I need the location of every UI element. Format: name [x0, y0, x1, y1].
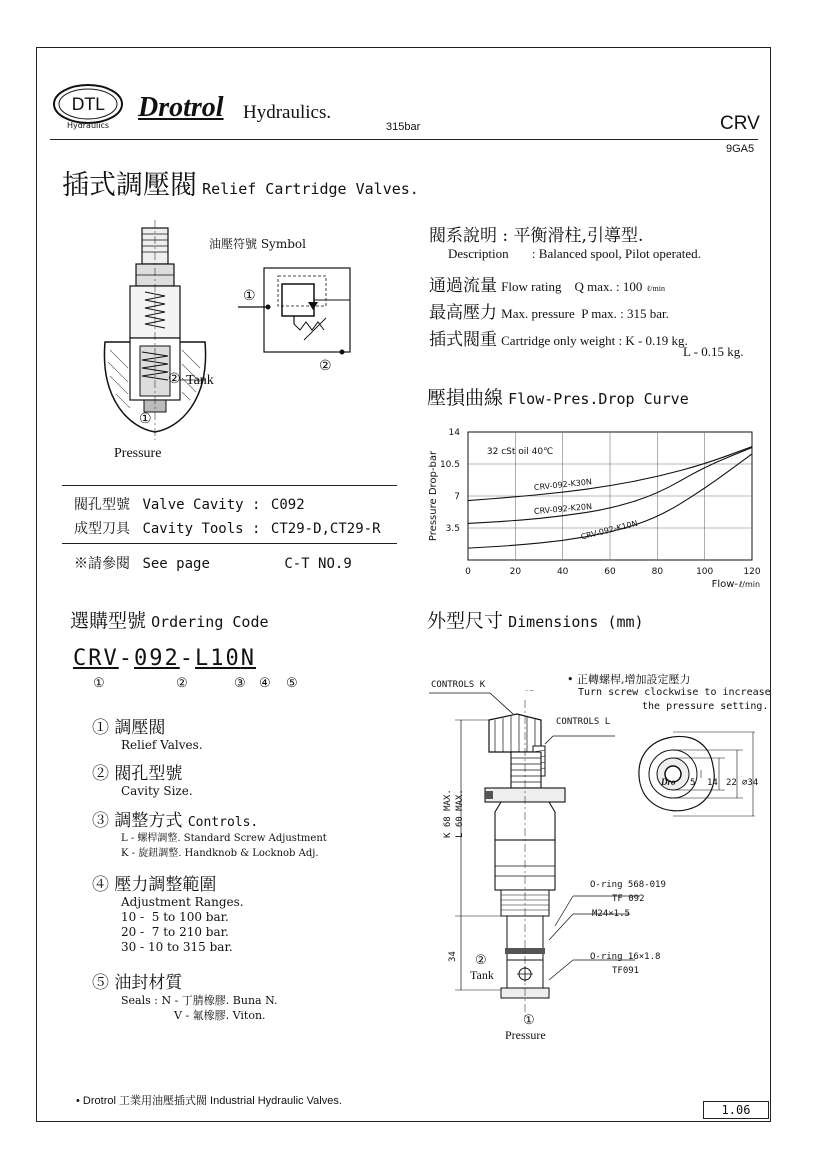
item-4-num: ④: [92, 875, 109, 895]
dim-22: 22: [726, 778, 737, 788]
cavity-row-1: [74, 494, 305, 514]
spec-pressure-en: Max. pressure P max. : 315 bar.: [501, 306, 669, 321]
spec-description: [429, 221, 643, 246]
chart-x-axis-unit: ℓ/min: [739, 580, 761, 589]
code-part-range: 10: [210, 646, 241, 671]
footer-text: • Drotrol 工業用油壓插式閥 Industrial Hydraulic Valves.: [76, 1095, 342, 1107]
ordering-item-4: [92, 870, 244, 955]
code-part-control: L: [195, 646, 211, 671]
item-1-line-1: Relief Valves.: [121, 738, 203, 752]
pressure-label: Pressure: [114, 446, 162, 461]
oring1-label: O-ring 568-019: [590, 880, 666, 890]
ordering-item-2: [92, 759, 193, 799]
tank-label: Tank: [186, 373, 214, 388]
cavity-row-3-zh: ※請參閱: [74, 556, 130, 572]
cavity-row-1-en: Valve Cavity :: [142, 497, 261, 513]
dimensions-title-zh: 外型尺寸: [427, 610, 504, 632]
item-3-line-2: K - 旋鈕調整. Handknob & Locknob Adj.: [121, 848, 319, 859]
pressure-port-marker: ①: [139, 411, 152, 427]
header-divider: [50, 139, 758, 140]
chart-y-tick-label: 7: [454, 492, 460, 502]
item-2-line-1: Cavity Size.: [121, 784, 193, 798]
item-2-zh: 閥孔型號: [114, 764, 183, 784]
controls-l-label: CONTROLS L: [556, 717, 611, 727]
knob-brand: Dro: [661, 777, 676, 787]
ordering-title-en: Ordering Code: [151, 613, 269, 631]
spec-weight-zh: 插式閥重: [429, 330, 497, 350]
thread-label: M24×1.5: [592, 909, 630, 919]
spec-flow: [429, 271, 665, 296]
oring1-sub: TF 092: [612, 894, 645, 904]
logo-sub: Hydraulics: [66, 121, 110, 130]
ordering-title: [70, 606, 269, 633]
chart-y-axis-label: Pressure Drop-bar: [428, 450, 439, 542]
code-part-seal: N: [240, 646, 256, 671]
chart-annotation: 32 cSt oil 40℃: [486, 446, 554, 457]
cavity-table-bottom: [62, 543, 397, 544]
model-code: CRV: [720, 113, 760, 134]
spec-desc-en-value: : Balanced spool, Pilot operated.: [531, 246, 701, 261]
symbol-label: 油壓符號 Symbol: [209, 237, 306, 251]
code-marker-4: ④: [259, 676, 271, 691]
item-5-zh: 油封材質: [114, 973, 183, 993]
chart-y-tick-label: 3.5: [445, 524, 460, 534]
controls-k-label: CONTROLS K: [431, 680, 486, 690]
flow-pressure-chart: [420, 420, 765, 600]
spec-pressure: [429, 298, 669, 323]
valve-section-drawing: [90, 220, 220, 440]
item-5-line-1: Seals : N - 丁腈橡膠. Buna N.: [121, 994, 278, 1007]
spec-description-en: [448, 246, 701, 262]
item-4-line-2: 10 - 5 to 100 bar.: [121, 910, 229, 924]
ordering-title-zh: 選購型號: [70, 610, 147, 632]
dim-5: 5: [690, 778, 696, 788]
item-4-zh: 壓力調整範圍: [114, 875, 217, 895]
dimensions-title: [427, 606, 644, 633]
logo-oval-icon: [50, 80, 128, 132]
symbol-port1: ①: [243, 288, 256, 304]
cavity-table-top: [62, 485, 397, 486]
chart-y-tick-label: 14: [448, 428, 460, 438]
item-4-line-1: Adjustment Ranges.: [121, 895, 244, 909]
chart-x-tick-label: 120: [743, 567, 761, 577]
dim-k-max: K 68 MAX.: [443, 789, 453, 838]
spec-flow-unit: ℓ/min: [646, 284, 665, 293]
chart-x-tick-label: 100: [696, 567, 714, 577]
dim-port1: ①: [523, 1013, 535, 1028]
ordering-item-5: [92, 968, 278, 1023]
chart-x-tick-label: 40: [556, 567, 569, 577]
cavity-row-1-zh: 閥孔型號: [74, 497, 130, 513]
spec-flow-zh: 通過流量: [429, 276, 497, 296]
page-title: [62, 163, 419, 202]
code-marker-5: ⑤: [286, 676, 298, 691]
tank-port-marker: ②: [168, 371, 181, 387]
chart-series-label: CRV-092-K10N: [579, 518, 639, 542]
ordering-item-3: [92, 806, 327, 861]
hydraulic-symbol-icon: [238, 262, 358, 362]
dimensions-title-en: Dimensions (mm): [508, 613, 644, 631]
code-part-cavity: 092: [134, 646, 180, 671]
curve-title-zh: 壓損曲線: [427, 387, 504, 409]
chart-x-tick-label: 0: [465, 567, 471, 577]
item-3-zh: 調整方式: [114, 811, 183, 831]
ordering-item-1: [92, 713, 203, 753]
chart-series-label: CRV-092-K20N: [533, 501, 593, 517]
item-3-num: ③: [92, 811, 109, 831]
cavity-row-2-value: CT29-D,CT29-R: [270, 521, 381, 537]
item-1-num: ①: [92, 718, 109, 738]
cavity-row-3: [74, 553, 352, 573]
spec-weight-en: Cartridge only weight : K - 0.19 kg.: [501, 333, 688, 348]
pressure-tag: 315bar: [386, 121, 421, 133]
brand-suffix: Hydraulics.: [243, 102, 332, 123]
dim-l-max: L 60 MAX.: [455, 789, 465, 838]
logo: [50, 80, 128, 132]
curve-title: [427, 383, 689, 410]
item-5-num: ⑤: [92, 973, 109, 993]
dim-14: 14: [707, 778, 718, 788]
symbol-port2: ②: [319, 358, 332, 374]
code-marker-3: ③: [234, 676, 246, 691]
code-sep-1: -: [118, 646, 134, 671]
item-3-line-1: L - 螺桿調整. Standard Screw Adjustment: [121, 833, 327, 844]
spec-flow-en: Flow rating Q max. : 100: [501, 279, 643, 294]
spec-weight: [429, 325, 688, 350]
cavity-row-2-en: Cavity Tools :: [142, 521, 261, 537]
dim-note-en1: Turn screw clockwise to increase: [578, 687, 771, 698]
dim-port2: ②: [475, 953, 487, 968]
chart-y-tick-label: 10.5: [439, 460, 460, 470]
chart-series-label: CRV-092-K30N: [533, 477, 593, 493]
page-number: 1.06: [703, 1101, 769, 1119]
item-4-line-3: 20 - 7 to 210 bar.: [121, 925, 229, 939]
title-zh: 插式調壓閥: [62, 170, 197, 201]
spec-desc-zh: 閥系說明 : 平衡滑柱,引導型.: [429, 226, 644, 246]
dim-note-en2: the pressure setting.: [642, 701, 769, 712]
item-5-line-2: V - 氟橡膠. Viton.: [174, 1009, 266, 1022]
item-4-line-4: 30 - 10 to 315 bar.: [121, 940, 233, 954]
dim-34: 34: [448, 951, 458, 962]
cavity-row-2-zh: 成型刀具: [74, 521, 130, 537]
cavity-row-3-value: C-T NO.9: [284, 556, 352, 572]
oring2-label: O-ring 16×1.8: [590, 952, 661, 962]
dim-tank: Tank: [470, 968, 494, 982]
item-2-num: ②: [92, 764, 109, 784]
dim-note-zh: • 正轉螺桿,增加設定壓力: [567, 673, 691, 686]
chart-x-axis-label: Flow-: [711, 579, 738, 590]
dim-34-dia: ⌀34: [742, 778, 759, 788]
chart-x-tick-label: 60: [604, 567, 616, 577]
ordering-code: [73, 646, 256, 671]
spec-weight-en2: L - 0.15 kg.: [683, 344, 744, 359]
cavity-row-3-en: See page: [142, 556, 210, 572]
item-3-en: Controls.: [187, 815, 259, 830]
cavity-row-2: [74, 518, 381, 538]
code-part-model: CRV: [73, 646, 119, 671]
dim-pressure: Pressure: [505, 1028, 546, 1042]
code-marker-2: ②: [176, 676, 188, 691]
sheet-code: 9GA5: [726, 143, 755, 155]
logo-text: DTL: [71, 95, 105, 115]
code-sep-2: -: [179, 646, 195, 671]
chart-x-tick-label: 20: [509, 567, 522, 577]
item-1-zh: 調壓閥: [114, 718, 166, 738]
curve-title-en: Flow-Pres.Drop Curve: [508, 390, 689, 408]
spec-pressure-zh: 最高壓力: [429, 303, 497, 323]
brand-name: Drotrol: [138, 92, 224, 123]
spec-desc-en-label: Description: [448, 246, 509, 261]
code-marker-1: ①: [93, 676, 105, 691]
oring2-sub: TF091: [612, 966, 640, 976]
cavity-row-1-value: C092: [270, 497, 305, 513]
chart-x-tick-label: 80: [651, 567, 664, 577]
title-en: Relief Cartridge Valves.: [202, 180, 419, 198]
